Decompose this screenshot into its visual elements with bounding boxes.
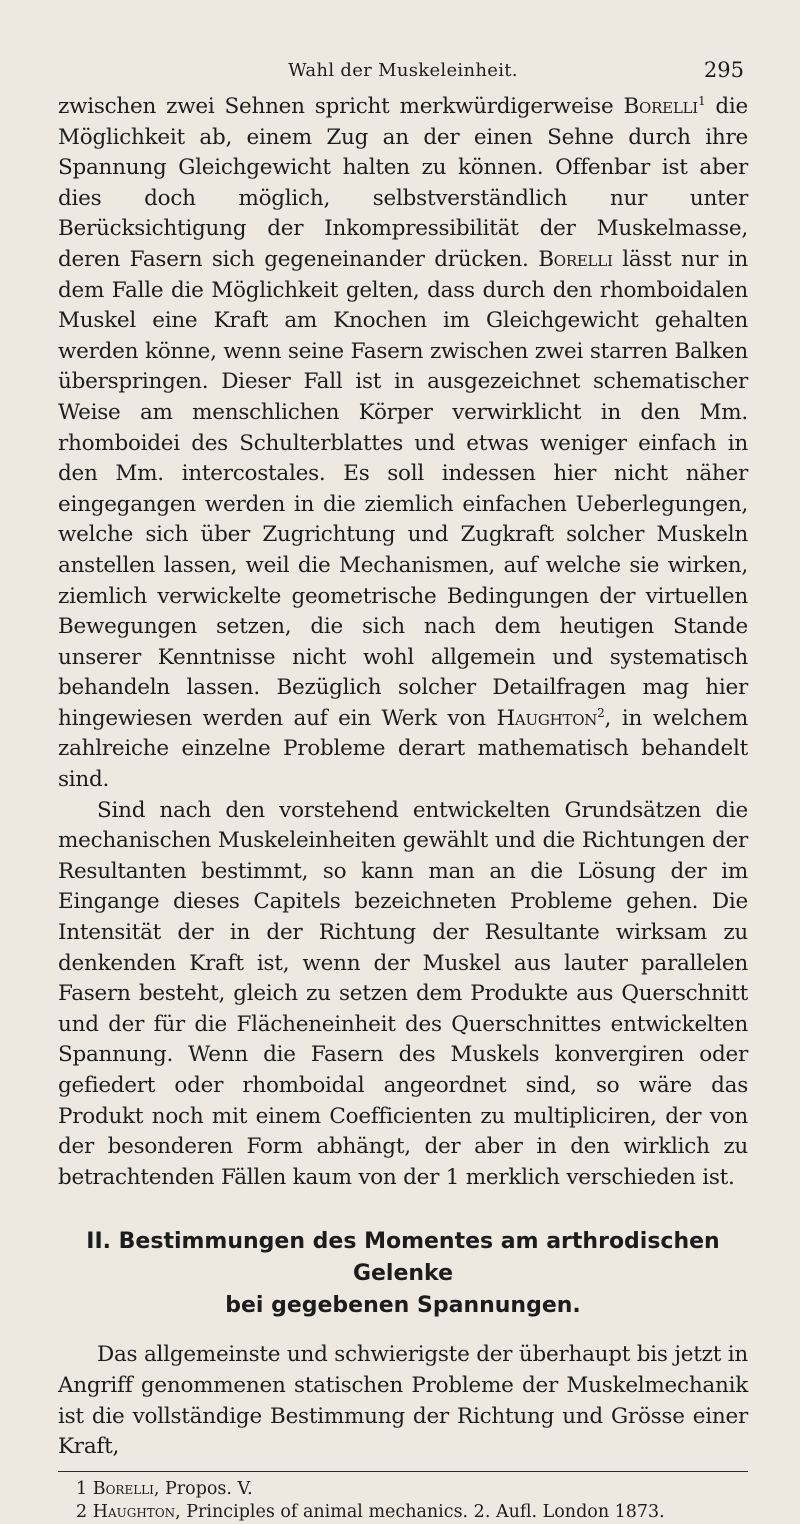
author-name-borelli: Borelli bbox=[538, 246, 613, 272]
footnote-marker-1: 1 bbox=[697, 94, 706, 108]
section-heading bbox=[58, 1226, 748, 1322]
footnote-2 bbox=[58, 1501, 748, 1524]
text-run: die Möglichkeit ab, einem Zug an der einen Sehne durch ihre Spannung Gleichgewicht halten zu können. Offenbar ist aber dies doch möglich, selbstverständlich nur unter Berücksichtigung der Inkompressibilität der Muskelmasse, deren Fasern sich gegeneinander drücken. bbox=[58, 94, 748, 272]
section-heading-line-2: bei gegebenen Spannungen. bbox=[225, 1293, 581, 1319]
paragraph-1 bbox=[58, 92, 748, 796]
footnote-text: , Propos. V. bbox=[153, 1478, 253, 1499]
page-number: 295 bbox=[703, 58, 744, 82]
running-title: Wahl der Muskeleinheit. bbox=[288, 60, 518, 81]
footnote-1 bbox=[58, 1478, 748, 1501]
paragraph-2: Sind nach den vorstehend entwickelten Grundsätzen die mechanischen Muskeleinheiten gewählt und die Richtungen der Resultanten bestimmt, so kann man an die Lösung der im Eingange dieses Capitels bezeichneten Probleme gehen. Die Intensität der in der Richtung der Resultante wirksam zu denkenden Kraft ist, wenn der Muskel aus lauter parallelen Fasern besteht, gleich zu setzen dem Produkte aus Querschnitt und der für die Flächeneinheit des Querschnittes entwickelten Spannung. Wenn die Fasern des Muskels konvergiren oder gefiedert oder rhomboidal angeordnet sind, so wäre das Produkt noch mit einem Coefficienten zu multipliciren, der von der besonderen Form abhängt, der aber in den wirklich zu betrachtenden Fällen kaum von der 1 merklich verschieden ist. bbox=[58, 797, 748, 1190]
author-name-haughton: Haughton bbox=[496, 705, 598, 731]
book-page bbox=[58, 52, 748, 1524]
running-head bbox=[58, 52, 748, 92]
text-run: zwischen zwei Sehnen spricht merkwürdigerweise bbox=[58, 94, 624, 119]
footnote-separator bbox=[58, 1471, 748, 1472]
footnotes bbox=[58, 1478, 748, 1524]
footnote-author: Haughton bbox=[92, 1501, 176, 1522]
text-run: , in welchem zahlreiche einzelne Probleme derart mathematisch behandelt sind. bbox=[58, 705, 748, 793]
footnote-number: 1 bbox=[76, 1478, 88, 1499]
footnote-text: , Principles of animal mechanics. 2. Aufl. London 1873. bbox=[175, 1501, 665, 1522]
footnote-marker-2: 2 bbox=[597, 705, 605, 720]
text-run: lässt nur in dem Falle die Möglichkeit gelten, dass durch den rhomboidalen Muskel eine Kraft am Knochen im Gleichgewicht gehalten werden könne, wenn seine Fasern zwischen zwei starren Balken überspringen. Dieser Fall ist in ausgezeichnet schematischer Weise am menschlichen Körper verwirklicht in den Mm. rhomboidei des Schulterblattes und etwas weniger einfach in den Mm. intercostales. Es soll indessen hier nicht näher eingegangen werden in die ziemlich einfachen Ueberlegungen, welche sich über Zugrichtung und Zugkraft solcher Muskeln anstellen lassen, weil die Mechanismen, auf welche sie wirken, ziemlich verwickelte geometrische Bedingungen der virtuellen Bewegungen setzen, die sich nach dem heutigen Stande unserer Kenntnisse nicht wohl allgemein und systematisch behandeln lassen. Bezüglich solcher Detailfragen mag hier hingewiesen werden auf ein Werk von bbox=[58, 246, 748, 731]
footnote-author: Borelli bbox=[92, 1478, 154, 1499]
section-heading-line-1: II. Bestimmungen des Momentes am arthrodischen Gelenke bbox=[86, 1229, 720, 1287]
body-text bbox=[58, 92, 748, 1463]
author-name-borelli: Borelli bbox=[623, 94, 698, 119]
footnote-number: 2 bbox=[76, 1501, 88, 1522]
paragraph-3: Das allgemeinste und schwierigste der überhaupt bis jetzt in Angriff genommenen statischen Probleme der Muskelmechanik ist die vollständige Bestimmung der Richtung und Grösse einer Kraft, bbox=[58, 1342, 748, 1460]
